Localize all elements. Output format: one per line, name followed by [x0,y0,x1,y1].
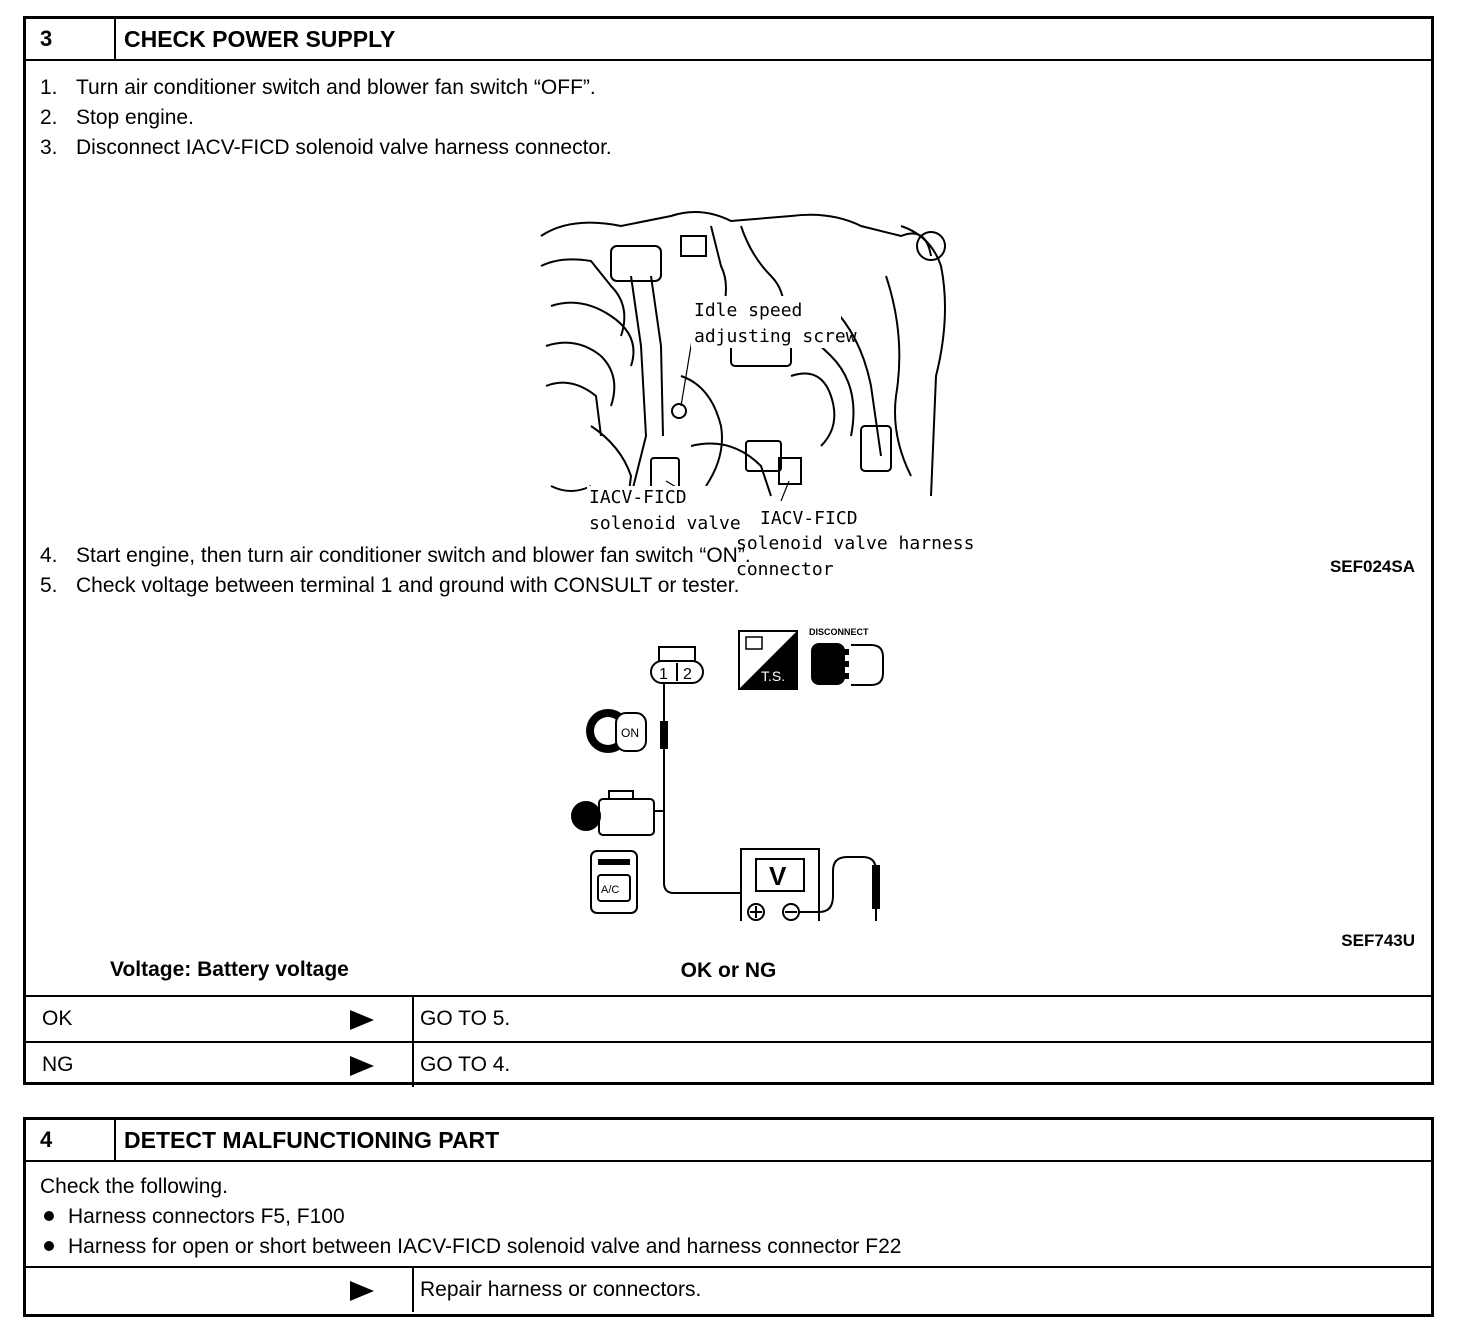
svg-text:T.S.: T.S. [761,668,786,684]
step-item: 5. Check voltage between terminal 1 and ground with CONSULT or tester. [40,574,740,597]
voltage-specification: Voltage: Battery voltage [110,958,349,981]
step-item: 3. Disconnect IACV-FICD solenoid valve harness connector. [40,136,612,159]
voltmeter-icon [741,849,819,921]
terminal-2-label: 2 [683,666,692,683]
arrow-right-icon [350,1056,374,1076]
figure-code: SEF743U [1341,931,1415,950]
step-number: 4 [26,1120,116,1160]
section-title: CHECK POWER SUPPLY [124,26,396,52]
section-body [26,61,1431,995]
list-item: Harness connectors F5, F100 [40,1202,345,1232]
ignition-key-on-icon [586,709,646,753]
section-3-check-power-supply [23,16,1434,1085]
voltage-test-diagram [541,621,901,921]
terminal-1-label: 1 [659,666,668,683]
engine-bay-figure [531,196,991,541]
figure-label-connector: connector [736,559,834,580]
result-table [26,995,1431,1087]
engine-bay-figure-labels [731,531,1001,591]
intro-text: Check the following. [40,1175,228,1198]
figure-label-solenoid-valve-harness: solenoid valve harness [736,533,975,554]
arrow-right-icon [350,1281,374,1301]
disconnect-icon [809,627,883,685]
figure-label-iacv-ficd: IACV-FICD [589,487,687,508]
figure-label-adjusting-screw: adjusting screw [694,326,857,347]
list-item: Harness for open or short between IACV-FICD solenoid valve and harness connector F22 [40,1232,901,1262]
tester-ts-icon [739,631,797,689]
section-header [26,1120,1431,1162]
section-body [26,1162,1431,1266]
step-item: 2. Stop engine. [40,106,194,129]
section-title: DETECT MALFUNCTIONING PART [124,1127,500,1153]
result-row-ng: NG GO TO 4. [26,1041,1431,1087]
step-number: 3 [26,19,116,59]
figure-code: SEF024SA [1329,557,1415,576]
svg-text:DISCONNECT: DISCONNECT [809,627,869,637]
engine-running-icon [572,791,663,835]
result-row-ok: OK GO TO 5. [26,995,1431,1041]
section-4-detect-malfunctioning-part [23,1117,1434,1317]
figure-label-solenoid-valve: solenoid valve [589,513,741,534]
step-item: 4. Start engine, then turn air conditioner switch and blower fan switch “ON”. [40,544,751,567]
ok-or-ng-label: OK or NG [680,959,777,982]
figure-label-idle-speed: Idle speed [694,300,803,321]
svg-text:A/C: A/C [601,884,620,896]
figure-label-iacv-ficd-connector: IACV-FICD [760,508,858,529]
ac-switch-icon [591,851,637,913]
section-header [26,19,1431,61]
result-row: Repair harness or connectors. [26,1266,1431,1312]
step-item: 1. Turn air conditioner switch and blower fan switch “OFF”. [40,76,596,99]
arrow-right-icon [350,1010,374,1030]
svg-text:V: V [769,861,787,891]
svg-text:ON: ON [621,726,639,740]
